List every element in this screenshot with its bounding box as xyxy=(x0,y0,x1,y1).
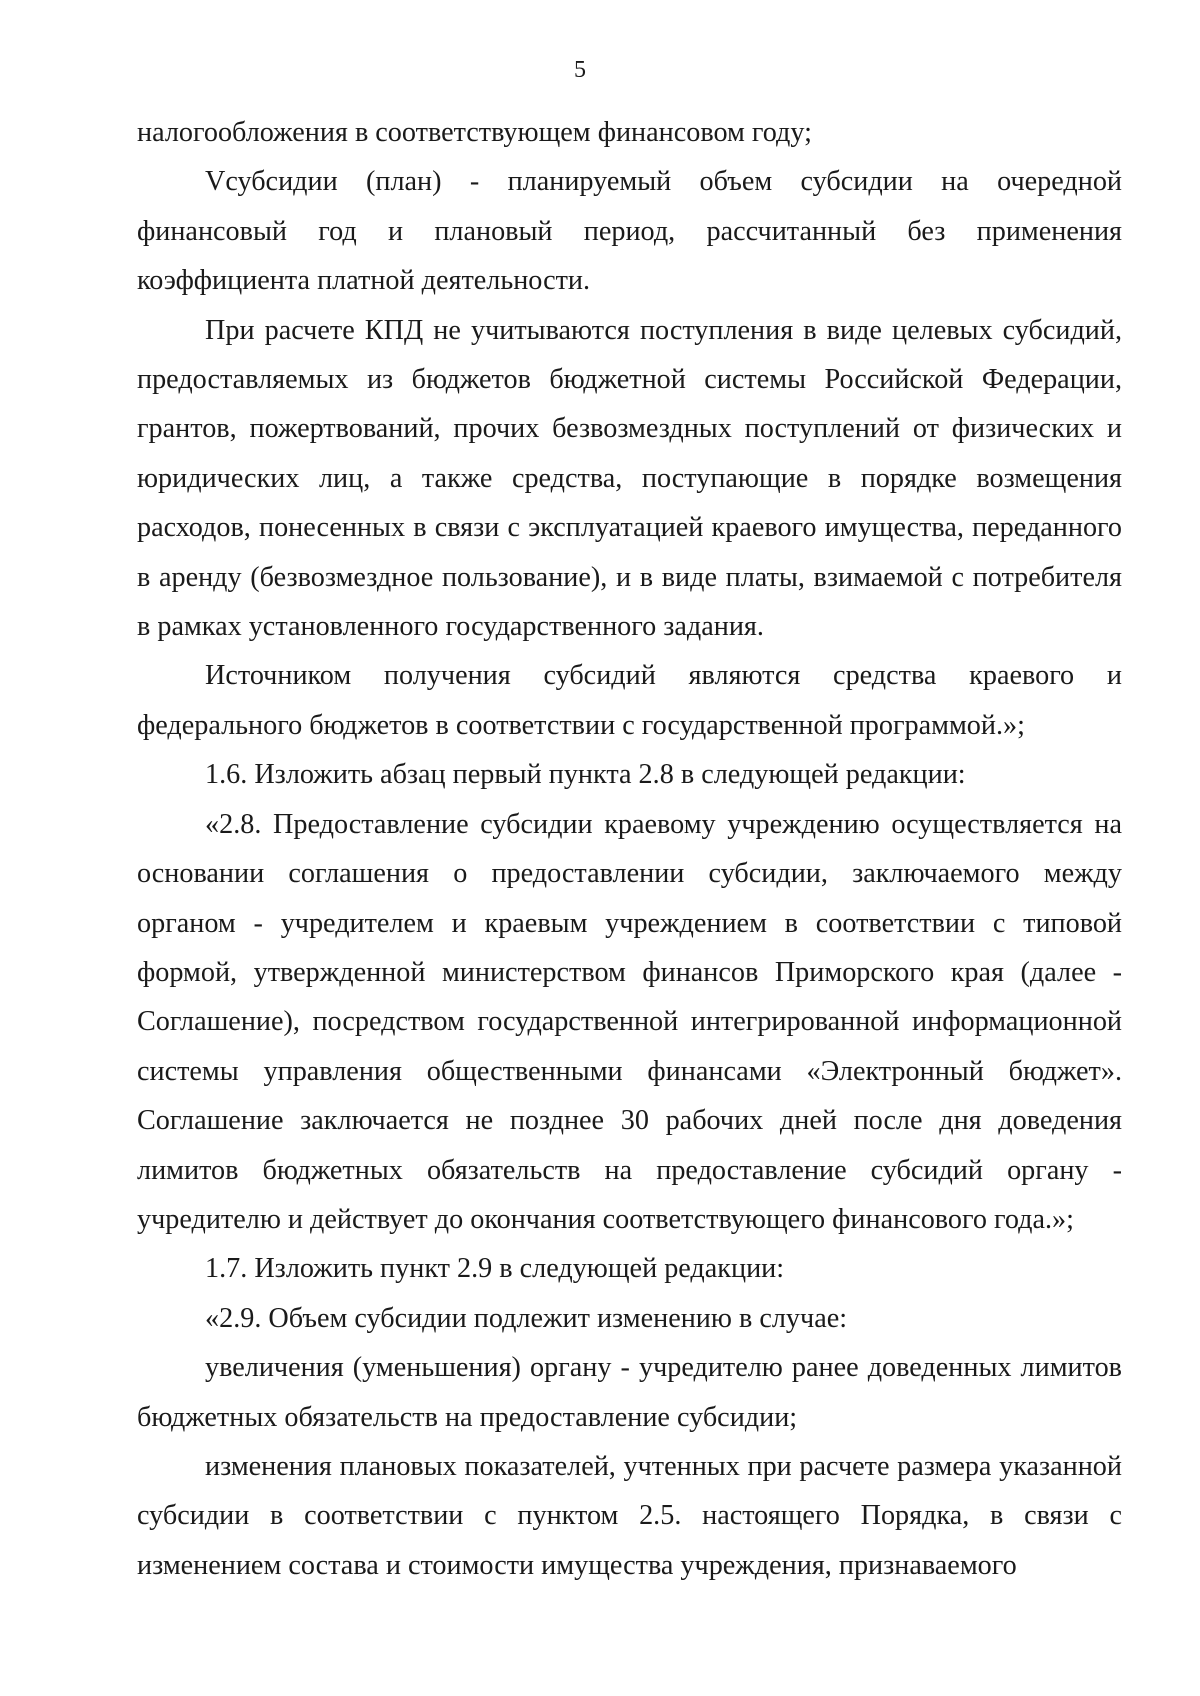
paragraph: Источником получения субсидий являются средства краевого и федерального бюджетов в соответствии с государственной программой.»; xyxy=(137,660,1122,741)
document-body xyxy=(137,108,1122,1590)
paragraph: «2.9. Объем субсидии подлежит изменению в случае: xyxy=(205,1302,848,1334)
paragraph: «2.8. Предоставление субсидии краевому учреждению осуществляется на основании соглашения о предоставлении субсидии, заключаемого между органом - учредителем и краевым учреждением в соответствии с типовой формой, утвержденной министерством финансов Приморского края (далее - Соглашение), посредством государственной интегрированной информационной системы управления общественными финансами «Электронный бюджет». Соглашение заключается не позднее 30 рабочих дней после дня доведения лимитов бюджетных обязательств на предоставление субсидий органу - учредителю и действует до окончания соответствующего финансового года.»; xyxy=(137,808,1122,1235)
paragraph: изменения плановых показателей, учтенных при расчете размера указанной субсидии в соответствии с пунктом 2.5. настоящего Порядка, в связи с изменением состава и стоимости имущества учреждения, признаваемого xyxy=(137,1450,1122,1581)
paragraph: налогообложения в соответствующем финансовом году; xyxy=(137,117,812,148)
paragraph: увеличения (уменьшения) органу - учредителю ранее доведенных лимитов бюджетных обязательств на предоставление субсидии; xyxy=(137,1352,1122,1433)
paragraph: 1.7. Изложить пункт 2.9 в следующей редакции: xyxy=(205,1253,785,1285)
paragraph: Vсубсидии (план) - планируемый объем субсидии на очередной финансовый год и плановый период, рассчитанный без применения коэффициента платной деятельности. xyxy=(137,166,1122,297)
page-number: 5 xyxy=(574,57,586,83)
paragraph: При расчете КПД не учитываются поступления в виде целевых субсидий, предоставляемых из бюджетов бюджетной системы Российской Федерации, грантов, пожертвований, прочих безвозмездных поступлений от физических и юридических лиц, а также средства, поступающие в порядке возмещения расходов, понесенных в связи с эксплуатацией краевого имущества, переданного в аренду (безвозмездное пользование), и в виде платы, взимаемой с потребителя в рамках установленного государственного задания. xyxy=(137,314,1122,643)
paragraph: 1.6. Изложить абзац первый пункта 2.8 в следующей редакции: xyxy=(205,759,966,791)
